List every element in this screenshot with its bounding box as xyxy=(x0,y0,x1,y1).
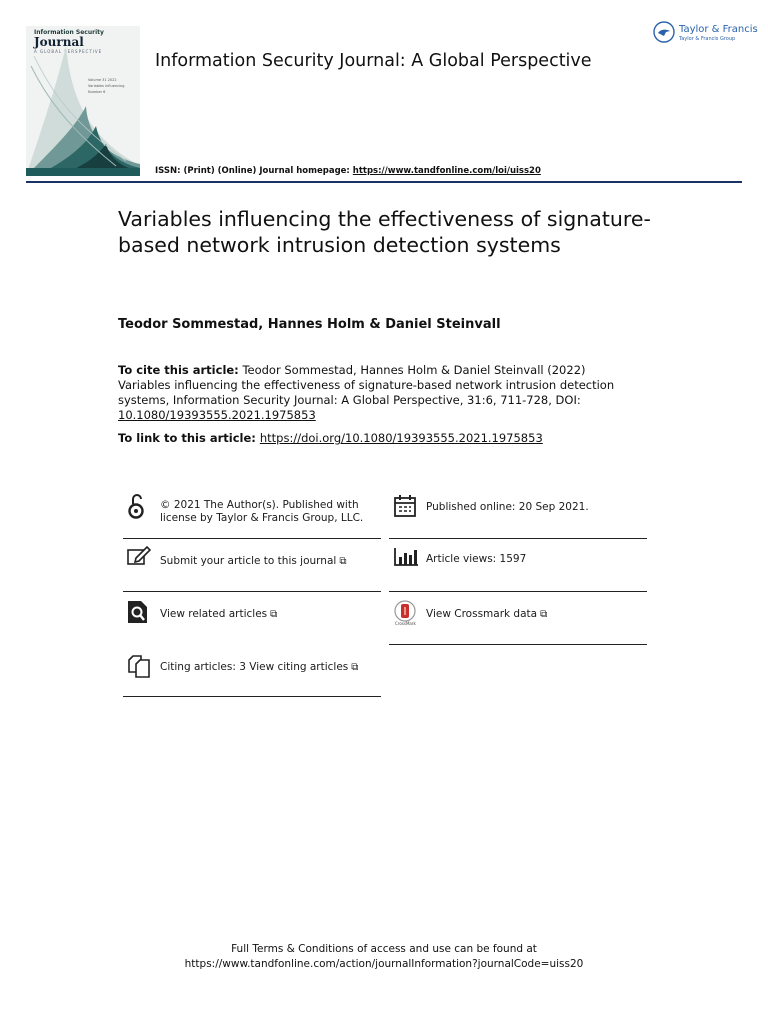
footer-terms-text: Full Terms & Conditions of access and use can be found at xyxy=(231,943,537,955)
cover-artwork xyxy=(26,26,140,176)
publisher-logo-icon xyxy=(653,21,675,43)
article-doi-link[interactable]: https://doi.org/10.1080/19393555.2021.1975853 xyxy=(259,431,543,445)
crossmark-label: View Crossmark data xyxy=(426,608,538,620)
external-link-icon: ⧉ xyxy=(540,609,548,620)
journal-cover-image xyxy=(26,26,140,176)
citation-block xyxy=(118,363,638,423)
issn-line xyxy=(155,166,541,176)
open-access-info xyxy=(123,492,381,538)
edit-icon xyxy=(127,546,151,566)
article-views-text: Article views: 1597 xyxy=(426,553,527,565)
submit-article-link[interactable] xyxy=(123,541,381,591)
related-articles-label: View related articles xyxy=(160,608,268,620)
cover-small-title: Information Security xyxy=(34,29,104,36)
article-views-info xyxy=(389,541,647,591)
cover-note: Volume 31 2022 xyxy=(88,78,117,82)
cover-note: Number 6 xyxy=(88,90,106,94)
grid-divider xyxy=(389,644,647,645)
submit-article-label: Submit your article to this journal xyxy=(160,555,337,567)
related-articles-link[interactable] xyxy=(123,594,381,644)
article-title: Variables influencing the effectiveness of signature-based network intrusion detection systems xyxy=(118,207,651,257)
calendar-icon xyxy=(393,494,417,518)
cover-big-title: Journal xyxy=(34,35,84,49)
grid-divider xyxy=(123,696,381,697)
footer xyxy=(0,942,768,972)
citation-doi-link[interactable]: 10.1080/19393555.2021.1975853 xyxy=(118,408,316,422)
grid-divider xyxy=(389,538,647,539)
citation-text: Teodor Sommestad, Hannes Holm & Daniel Steinvall (2022) Variables influencing the effectiveness of signature-based network intrusion detection systems, Information Security Journal: A Global Perspective, 31:6, 711-728, DOI: xyxy=(118,363,615,407)
crossmark-badge-label: CrossMark xyxy=(395,621,416,626)
cover-note: Variables influencing xyxy=(88,84,125,88)
search-document-icon xyxy=(127,600,149,624)
cover-subtitle: A GLOBAL PERSPECTIVE xyxy=(34,49,103,54)
citation-label: To cite this article: xyxy=(118,363,239,377)
publisher-name: Taylor & Francis xyxy=(679,24,758,35)
published-date: Published online: 20 Sep 2021. xyxy=(426,501,589,513)
header-divider xyxy=(26,181,742,183)
external-link-icon: ⧉ xyxy=(270,609,278,620)
crossmark-link[interactable] xyxy=(389,594,647,644)
journal-homepage-link[interactable]: https://www.tandfonline.com/loi/uiss20 xyxy=(352,166,541,176)
external-link-icon: ⧉ xyxy=(351,662,359,673)
article-authors: Teodor Sommestad, Hannes Holm & Daniel Steinvall xyxy=(118,317,501,332)
journal-title: Information Security Journal: A Global Perspective xyxy=(155,51,592,71)
citing-articles-label: Citing articles: 3 View citing articles xyxy=(160,661,349,673)
open-access-icon xyxy=(127,494,145,520)
citing-articles-link[interactable] xyxy=(123,647,381,696)
issn-text: ISSN: (Print) (Online) Journal homepage: xyxy=(155,166,353,176)
cover-band xyxy=(26,168,140,176)
grid-divider xyxy=(123,591,381,592)
article-link-line xyxy=(118,431,543,445)
article-link-label: To link to this article: xyxy=(118,431,256,445)
citing-documents-icon xyxy=(127,652,151,678)
grid-divider xyxy=(389,591,647,592)
published-info xyxy=(389,492,647,538)
license-text: © 2021 The Author(s). Published with license by Taylor & Francis Group, LLC. xyxy=(160,499,364,524)
external-link-icon: ⧉ xyxy=(339,556,347,567)
publisher-logo[interactable] xyxy=(653,21,758,47)
grid-divider xyxy=(123,538,381,539)
footer-terms-link[interactable]: https://www.tandfonline.com/action/journalInformation?journalCode=uiss20 xyxy=(184,958,584,970)
publisher-subname: Taylor & Francis Group xyxy=(679,36,736,42)
bar-chart-icon xyxy=(393,547,419,567)
